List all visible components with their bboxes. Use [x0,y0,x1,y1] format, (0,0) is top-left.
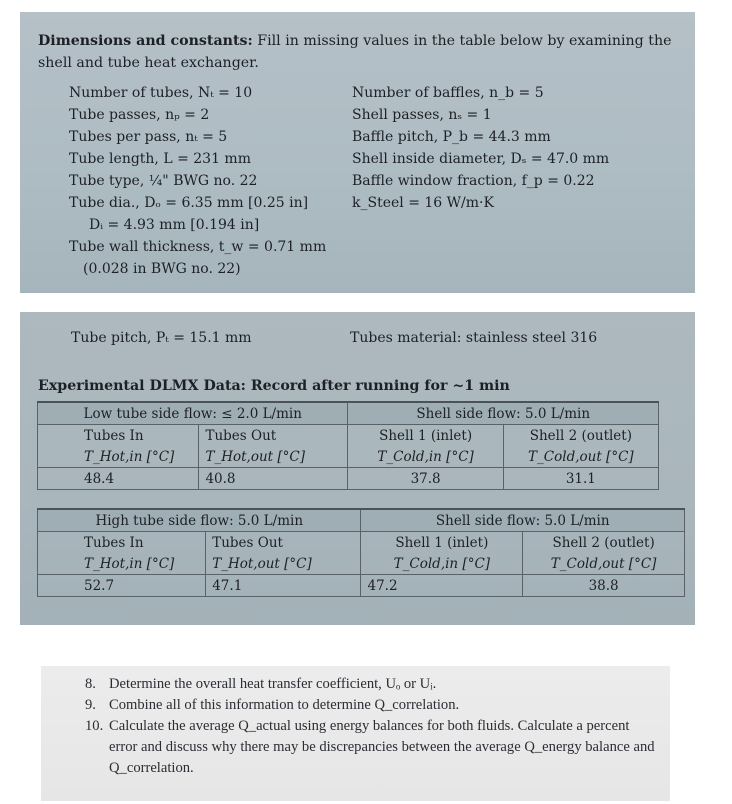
tube-outer-diameter: Tube dia., Dₒ = 6.35 mm [0.25 in] [69,195,309,211]
question-text: Combine all of this information to determine Q_correlation. [109,697,460,713]
shell-passes: Shell passes, nₛ = 1 [352,107,492,123]
question-number: 9. [85,697,96,713]
low-flow-table [37,401,659,490]
value-cold-out: 31.1 [503,468,658,490]
intro-heading: Dimensions and constants: [38,33,253,49]
question-number: 10. [85,718,104,734]
col-label-tubes-in: Tubes In [38,532,206,554]
baffle-window-fraction: Baffle window fraction, f_p = 0.22 [352,173,595,189]
col-unit-hot-out: T_Hot,out [°C] [206,553,361,575]
tube-type: Tube type, ¼" BWG no. 22 [69,173,258,189]
high-flow-table [37,508,685,597]
experimental-data-panel [20,312,695,625]
col-unit-hot-in: T_Hot,in [°C] [38,553,206,575]
steel-conductivity: k_Steel = 16 W/m·K [352,195,494,211]
col-unit-cold-in: T_Cold,in [°C] [348,446,503,468]
intro-paragraph [38,30,678,74]
tube-material: Tubes material: stainless steel 316 [350,330,598,346]
baffle-pitch: Baffle pitch, P_b = 44.3 mm [352,129,551,145]
shell-inside-diameter: Shell inside diameter, Dₛ = 47.0 mm [352,151,610,167]
question-text: Calculate the average Q_actual using energy balances for both fluids. Calculate a percent error and discuss why there may be discrepancies between the average Q_energy balance and Q_correlation. [109,718,655,776]
col-label-shell-inlet: Shell 1 (inlet) [348,425,503,447]
tube-wall-thickness-note: (0.028 in BWG no. 22) [83,261,241,277]
tube-passes: Tube passes, nₚ = 2 [69,107,210,123]
tubes-per-pass: Tubes per pass, nₜ = 5 [69,129,228,145]
high-shell-flow-header: Shell side flow: 5.0 L/min [361,509,685,532]
col-label-tubes-out: Tubes Out [199,425,348,447]
tube-constants-list [69,82,349,280]
value-hot-out: 47.1 [206,575,361,597]
value-cold-in: 47.2 [361,575,523,597]
tube-length: Tube length, L = 231 mm [69,151,251,167]
tube-inner-diameter: Dᵢ = 4.93 mm [0.194 in] [89,217,260,233]
high-tube-flow-header: High tube side flow: 5.0 L/min [38,509,361,532]
intro-text: Fill in missing values in the table below by examining the shell and tube heat exchanger. [38,33,672,71]
question-8 [85,674,655,695]
col-unit-cold-out: T_Cold,out [°C] [503,446,658,468]
questions-panel [41,666,670,801]
value-cold-in: 37.8 [348,468,503,490]
question-9 [85,695,655,716]
question-10 [85,716,655,779]
col-unit-cold-out: T_Cold,out [°C] [523,553,685,575]
value-cold-out: 38.8 [523,575,685,597]
col-label-shell-inlet: Shell 1 (inlet) [361,532,523,554]
low-tube-flow-header: Low tube side flow: ≤ 2.0 L/min [38,402,348,425]
col-label-tubes-out: Tubes Out [206,532,361,554]
col-unit-hot-out: T_Hot,out [°C] [199,446,348,468]
experimental-heading: Experimental DLMX Data: Record after running for ~1 min [38,378,510,394]
value-hot-in: 52.7 [38,575,206,597]
col-label-shell-outlet: Shell 2 (outlet) [503,425,658,447]
question-text: Determine the overall heat transfer coefficient, Uₒ or Uᵢ. [109,676,437,692]
col-label-tubes-in: Tubes In [38,425,199,447]
question-list [85,674,655,779]
shell-constants-list [352,82,682,214]
col-unit-hot-in: T_Hot,in [°C] [38,446,199,468]
col-label-shell-outlet: Shell 2 (outlet) [523,532,685,554]
number-of-baffles: Number of baffles, n_b = 5 [352,85,544,101]
number-of-tubes: Number of tubes, Nₜ = 10 [69,85,253,101]
value-hot-in: 48.4 [38,468,199,490]
low-shell-flow-header: Shell side flow: 5.0 L/min [348,402,659,425]
col-unit-cold-in: T_Cold,in [°C] [361,553,523,575]
tube-wall-thickness: Tube wall thickness, t_w = 0.71 mm [69,239,327,255]
value-hot-out: 40.8 [199,468,348,490]
question-number: 8. [85,676,96,692]
tube-pitch: Tube pitch, Pₜ = 15.1 mm [71,330,252,346]
dimensions-panel [20,12,695,293]
